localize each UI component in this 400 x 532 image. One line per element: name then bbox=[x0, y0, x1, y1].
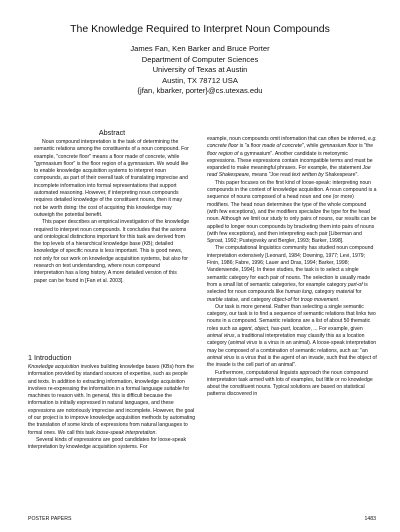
intro-end: . bbox=[155, 429, 157, 436]
intro-text: involves building knowledge bases (KBs) from the information provided by standard sources of expertise, such as people and texts. In addition to extracting information, knowledge acquisition involves re-expressing the information in a formal language suitable for machines to reason with. In general, this is difficult because the information is initially expressed in natural languages, and these expressions are notoriously imprecise and incomplete. However, the goal of our project is to improve knowledge acquisition methods by automating the translation of some kinds of expressions from natural languages to formal ones. We call this task bbox=[28, 364, 196, 436]
author-names: James Fan, Ken Barker and Bruce Porter bbox=[130, 44, 270, 53]
introduction-body bbox=[28, 364, 196, 452]
right-paragraph-3: The computational linguistics community has studied noun compound interpretation extensively [Leonard, 1984; Downing, 1977; Levi, 1979; Finin, 1986; Fabre, 1996; Lauer and Dras, 1994; Barker, 1998; Vanderwende, 1994]. In these studies, the task is to select a single semantic category for each pair of nouns. The selection is usually made from a small list of semantic categories, for example category part-of is selected for noun compounds like human lung, category material for marble statue, and category object-of for troop movement. bbox=[207, 245, 374, 303]
page-number: 1483 bbox=[364, 516, 376, 522]
right-paragraph-1: example, noun compounds omit information that can often be inferred, e.g. concrete floor is "a floor made of concrete", while gymnasium floor is "the floor region of a gymnasium". Another candidate is metonymic expressions. These expressions contain incompatible terms and must be expanded to make meaningful phrases. For example, the statement Joe read Shakespeare, means "Joe read text written by Shakespeare". bbox=[207, 136, 377, 179]
footer-section-label: POSTER PAPERS bbox=[28, 516, 72, 522]
right-paragraph-5: Furthermore, computational linguists approach the noun compound interpretation task armed with lots of examples, but little or no knowledge about the constituent nouns. Typical solutions are based on statistical patterns discovered in bbox=[207, 369, 373, 398]
paper-title: The Knowledge Required to Interpret Noun Compounds bbox=[70, 23, 330, 35]
section-heading-introduction: 1 Introduction bbox=[28, 353, 72, 362]
intro-paragraph-2: Several kinds of expressions are good candidates for loose-speak interpretation by knowledge acquisition systems. For bbox=[28, 436, 187, 451]
right-paragraph-2: This paper focuses on the first kind of loose-speak: interpreting noun compounds in the context of knowledge acquisition. A noun compound is a sequence of nouns composed of a head noun and one (or more) modifiers. The head noun determines the type of the whole compound (with few exceptions), and the modifiers specialize the type for the head noun. Although we limit our study to only pairs of nouns, our results can be applied to longer noun compounds by bracketing them into pairs of nouns (with few exceptions), and then interpreting each pair [Liberman and Sproat, 1992; Pustejovsky and Bergler, 1993; Barker, 1998]. bbox=[207, 179, 377, 245]
author-department: Department of Computer Sciences bbox=[141, 54, 259, 64]
author-city: Austin, TX 78712 USA bbox=[162, 75, 238, 85]
abstract-paragraph-1: Noun compound interpretation is the task of determining the semantic relations among the constituents of a noun compound. For example, "concrete floor" means a floor made of concrete, while "gymnasium floor" is the floor region of a gymnasium. We would like to enable knowledge acquisition systems to interpret noun compounds, as part of their overall task of translating imprecise and incomplete information into formal representations that support automated reasoning. However, if interpreting noun compounds requires detailed knowledge of the constituent nouns, then it may not be worth doing: the cost of acquiring this knowledge may outweigh the potential benefit. bbox=[34, 139, 189, 218]
abstract-paragraph-2: This paper describes an empirical investigation of the knowledge required to interpret noun compounds. It concludes that the axioms and ontological distinctions important for this task are derived from the top levels of a hierarchical knowledge base (KB); detailed knowledge of specific nouns is less important. This is good news, not only for our work on knowledge acquisition systems, but also for research on text understanding, where noun compound interpretation has a long history. A more detailed version of this paper can be found in [Fan et al. 2003]. bbox=[34, 219, 190, 284]
author-block bbox=[0, 44, 400, 97]
right-paragraph-4: Our task is more general. Rather than selecting a single semantic category, our task is to find a sequence of semantic relations that links two nouns in a compound. Semantic relations are a list of about 50 thematic roles such as agent, object, has-part, location, ... For example, given animal virus, a traditional interpretation may classify this as a location category (animal virus is a virus in an animal). A loose-speak interpretation may be composed of a combination of semantic relations, such as: "an animal virus is a virus that is the agent of an invade, such that the object of the invade is the cell part of an animal". bbox=[207, 303, 377, 369]
abstract-heading: Abstract bbox=[98, 128, 126, 137]
intro-term: loose-speak interpretation bbox=[96, 429, 156, 436]
left-column bbox=[28, 139, 196, 285]
intro-paragraph-1 bbox=[28, 364, 196, 437]
right-column bbox=[207, 136, 377, 399]
author-university: University of Texas at Austin bbox=[152, 65, 248, 75]
intro-lead-term: Knowledge acquisition bbox=[28, 364, 80, 370]
abstract-body bbox=[28, 139, 196, 285]
author-email: {jfan, kbarker, porter}@cs.utexas.edu bbox=[137, 86, 263, 96]
